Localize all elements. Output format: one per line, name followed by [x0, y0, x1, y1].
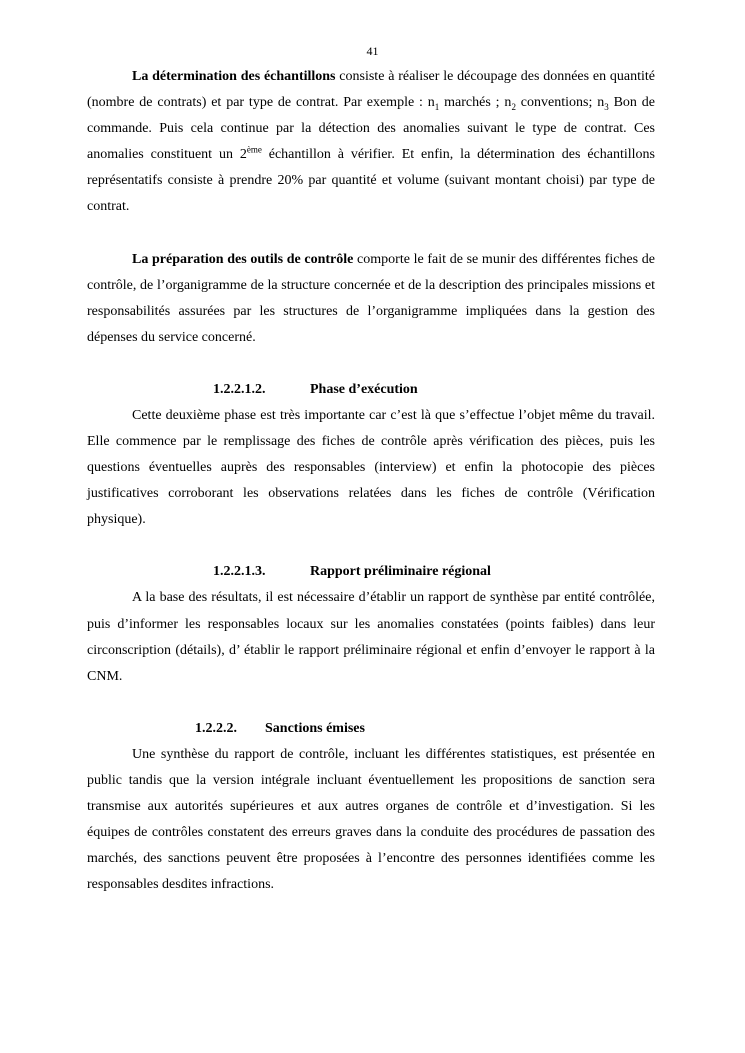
- superscript: ème: [246, 144, 262, 155]
- paragraph-text: Bon de commande. Puis cela continue par la détection des anomalies suivant le type de contrat. Ces anomalies constituent un 2: [87, 95, 656, 163]
- paragraph-text: marchés ; n: [439, 95, 512, 111]
- paragraph-text: conventions; n: [515, 95, 605, 111]
- section-number: 1.2.2.2.: [195, 720, 237, 736]
- subscript: 3: [604, 101, 609, 112]
- paragraph-text: consiste à réaliser le découpage des données en quantité (nombre de contrats) et par type de contrat. Par exemple : n: [87, 69, 655, 111]
- section-title: Sanctions émises: [265, 720, 365, 736]
- subscript: 2: [511, 101, 516, 112]
- paragraph-tools-preparation: [87, 247, 655, 351]
- paragraph-execution: Cette deuxième phase est très importante car c’est là que s’effectue l’objet même du travail. Elle commence par le remplissage des fiches de contrôle après vérification des pièces, puis les questions éventuelles auprès des responsables (interview) et enfin la photocopie des pièces justificatives corroborant les observations relatées dans les fiches de contrôle (Vérification physique).: [87, 407, 655, 528]
- section-heading-execution: [87, 377, 655, 403]
- section-title: Phase d’exécution: [310, 381, 418, 397]
- paragraph-lead: La préparation des outils de contrôle: [132, 251, 354, 267]
- section-heading-sanctions: [87, 716, 655, 742]
- section-number: 1.2.2.1.2.: [213, 381, 266, 397]
- paragraph-sanctions: Une synthèse du rapport de contrôle, incluant les différentes statistiques, est présentée en public tandis que la version intégrale incluant éventuellement les propositions de sanction sera transmise aux autorités supérieures et aux autres organes de contrôle et d’investigation. Si les équipes de contrôles constatent des erreurs graves dans la conduite des procédures de passation des marchés, des sanctions peuvent être proposées à l’encontre des personnes identifiées comme les responsables desdites infractions.: [87, 746, 655, 893]
- page-content: [87, 64, 655, 898]
- page-number: 41: [366, 44, 379, 58]
- paragraph-text: échantillon à vérifier. Et enfin, la détermination des échantillons représentatifs consiste à prendre 20% par quantité et volume (suivant montant choisi) par type de contrat.: [87, 147, 655, 215]
- paragraph-sample-determination: [87, 64, 655, 221]
- section-title: Rapport préliminaire régional: [310, 564, 491, 580]
- paragraph-text: comporte le fait de se munir des différentes fiches de contrôle, de l’organigramme de la structure concernée et de la description des principales missions et responsabilités assurées par les structures de l’organigramme impliquées dans la gestion des dépenses du service concerné.: [87, 251, 655, 345]
- section-heading-regional-report: [87, 559, 655, 585]
- section-number: 1.2.2.1.3.: [213, 564, 266, 580]
- subscript: 1: [434, 101, 440, 112]
- paragraph-regional-report: A la base des résultats, il est nécessaire d’établir un rapport de synthèse par entité contrôlée, puis d’informer les responsables locaux sur les anomalies constatées (points faibles) dans leur circonscription (détails), d’ établir le rapport préliminaire régional et enfin d’envoyer le rapport à la CNM.: [87, 590, 655, 684]
- paragraph-lead: La détermination des échantillons: [132, 69, 336, 84]
